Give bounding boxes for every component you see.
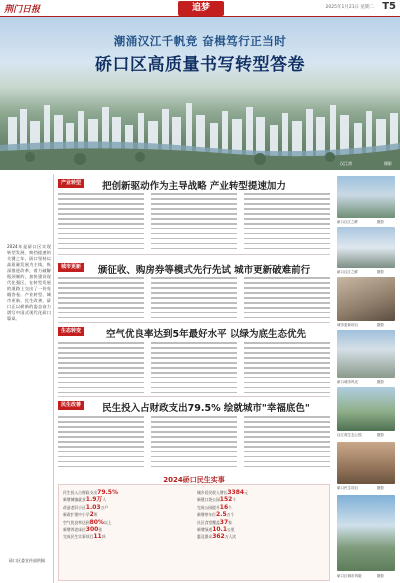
photo-caption: 硚口民生项目	[337, 486, 358, 490]
photo-credit: 摄影	[377, 433, 384, 437]
hero-title: 硚口区高质量书写转型答卷	[95, 55, 305, 75]
article-text-column	[58, 277, 144, 322]
sidebar-text: 2024年是硚口区实现转型发展、换挡提速的关键之年。硚口坚持以高质量发展为主线，纵深推进改革，着力破解瓶颈制约，加快建设现代化强区，在转型发展的道路上交出了一份亮眼答卷。产业转型、城市更新、民生改善，硚口正以崭新的姿态奋力谱写中国式现代化硚口篇章。	[7, 244, 51, 321]
summary-item: 完成公园提升16个	[197, 503, 232, 511]
newspaper-logo: 荆门日报	[4, 5, 41, 15]
photo	[337, 176, 395, 218]
photo-credit: 摄影	[377, 486, 384, 490]
photo-credit: 摄影	[377, 380, 384, 384]
photo	[337, 330, 395, 378]
summary-item: 新增城镇就业1.9万人	[63, 496, 107, 504]
summary-item: 民生投入占财政支出79.5%	[63, 489, 118, 496]
photo-credit: 摄影	[377, 270, 384, 274]
photo-caption: 硚口区城市风貌	[337, 574, 362, 578]
photo	[337, 277, 395, 321]
section-headline: 民生投入占财政支出79.5% 绘就城市"幸福底色"	[102, 403, 310, 414]
photo-caption: 城市更新项目	[337, 323, 358, 327]
photo	[337, 442, 395, 484]
page-date: 2025年1月21日 星期二	[325, 5, 374, 10]
summary-item: 改造老旧小区1.03万户	[63, 503, 109, 511]
section-tag: 城市更新	[58, 263, 84, 272]
article-text-column	[151, 416, 237, 471]
summary-item: 新改扩建中小学2所	[63, 511, 98, 519]
section-headline: 颁征收、购房券等模式先行先试 城市更新破难前行	[97, 265, 311, 276]
section-headline: 空气优良率达到5年最好水平 以绿为底生态优先	[106, 329, 306, 340]
special-title: 追梦	[178, 1, 224, 16]
summary-item: 社区食堂覆盖37家	[197, 518, 232, 526]
hero-credit: 摄影	[384, 161, 392, 166]
summary-item: 新增停车位2.5万个	[197, 511, 235, 519]
summary-item: 空气优良率达到80%以上	[63, 518, 112, 526]
photo-credit: 摄影	[377, 574, 384, 578]
summary-item: 新增养老床位300张	[63, 526, 103, 534]
left-sidebar	[0, 174, 54, 583]
photo-caption: 硚口城市风光	[337, 380, 358, 384]
summary-title: 2024硚口民生实事	[163, 476, 225, 484]
summary-item: 惠及群众362万人次	[197, 533, 237, 541]
summary-item: 城乡居民收入增长3384元	[197, 489, 248, 496]
photo-caption: 汉江湾生态公园	[337, 433, 362, 437]
photo-caption: 硚口汉江之畔	[337, 270, 358, 274]
section-livelihood	[58, 398, 330, 472]
sidebar-footer: 硚口区委宣传部供稿	[9, 558, 45, 563]
article-text-column	[58, 342, 144, 397]
section-headline: 把创新驱动作为主导战略 产业转型提速加力	[102, 181, 286, 192]
article-text-column	[151, 193, 237, 253]
page-number: T5	[382, 1, 396, 12]
article-text-column	[244, 416, 330, 471]
summary-column-left	[63, 489, 195, 541]
article-text-column	[244, 277, 330, 322]
article-text-column	[151, 342, 237, 397]
section-urban-renewal	[58, 257, 330, 321]
summary-column-right	[197, 489, 329, 541]
photo	[337, 227, 395, 268]
article-text-column	[58, 193, 144, 253]
summary-item: 新增绿道10.1公里	[197, 526, 235, 534]
section-industry	[58, 176, 330, 253]
article-text-column	[244, 342, 330, 397]
masthead	[0, 0, 400, 17]
hero-subtitle: 潮涌汉江千帆竞 奋楫笃行正当时	[113, 34, 287, 48]
section-tag: 生态转变	[58, 327, 84, 336]
hero-image	[0, 17, 400, 170]
photo	[337, 387, 395, 431]
hero-caption: 汉江湾	[340, 161, 352, 166]
section-ecology	[58, 325, 330, 395]
section-tag: 产业转型	[58, 179, 84, 188]
photo-caption: 硚口汉江之畔	[337, 220, 358, 224]
article-text-column	[244, 193, 330, 253]
section-divider	[58, 254, 330, 255]
section-divider	[58, 396, 330, 397]
section-tag: 民生改善	[58, 401, 84, 410]
article-text-column	[58, 416, 144, 471]
summary-item: 完成民生实事项目11项	[63, 533, 106, 541]
article-text-column	[151, 277, 237, 322]
summary-item: 新建口袋公园152个	[197, 496, 237, 504]
city-skyline-illustration	[0, 87, 400, 170]
photo-credit: 摄影	[377, 220, 384, 224]
summary-box	[58, 484, 330, 581]
section-divider	[58, 322, 330, 323]
photo	[337, 495, 395, 571]
photo-credit: 摄影	[377, 323, 384, 327]
